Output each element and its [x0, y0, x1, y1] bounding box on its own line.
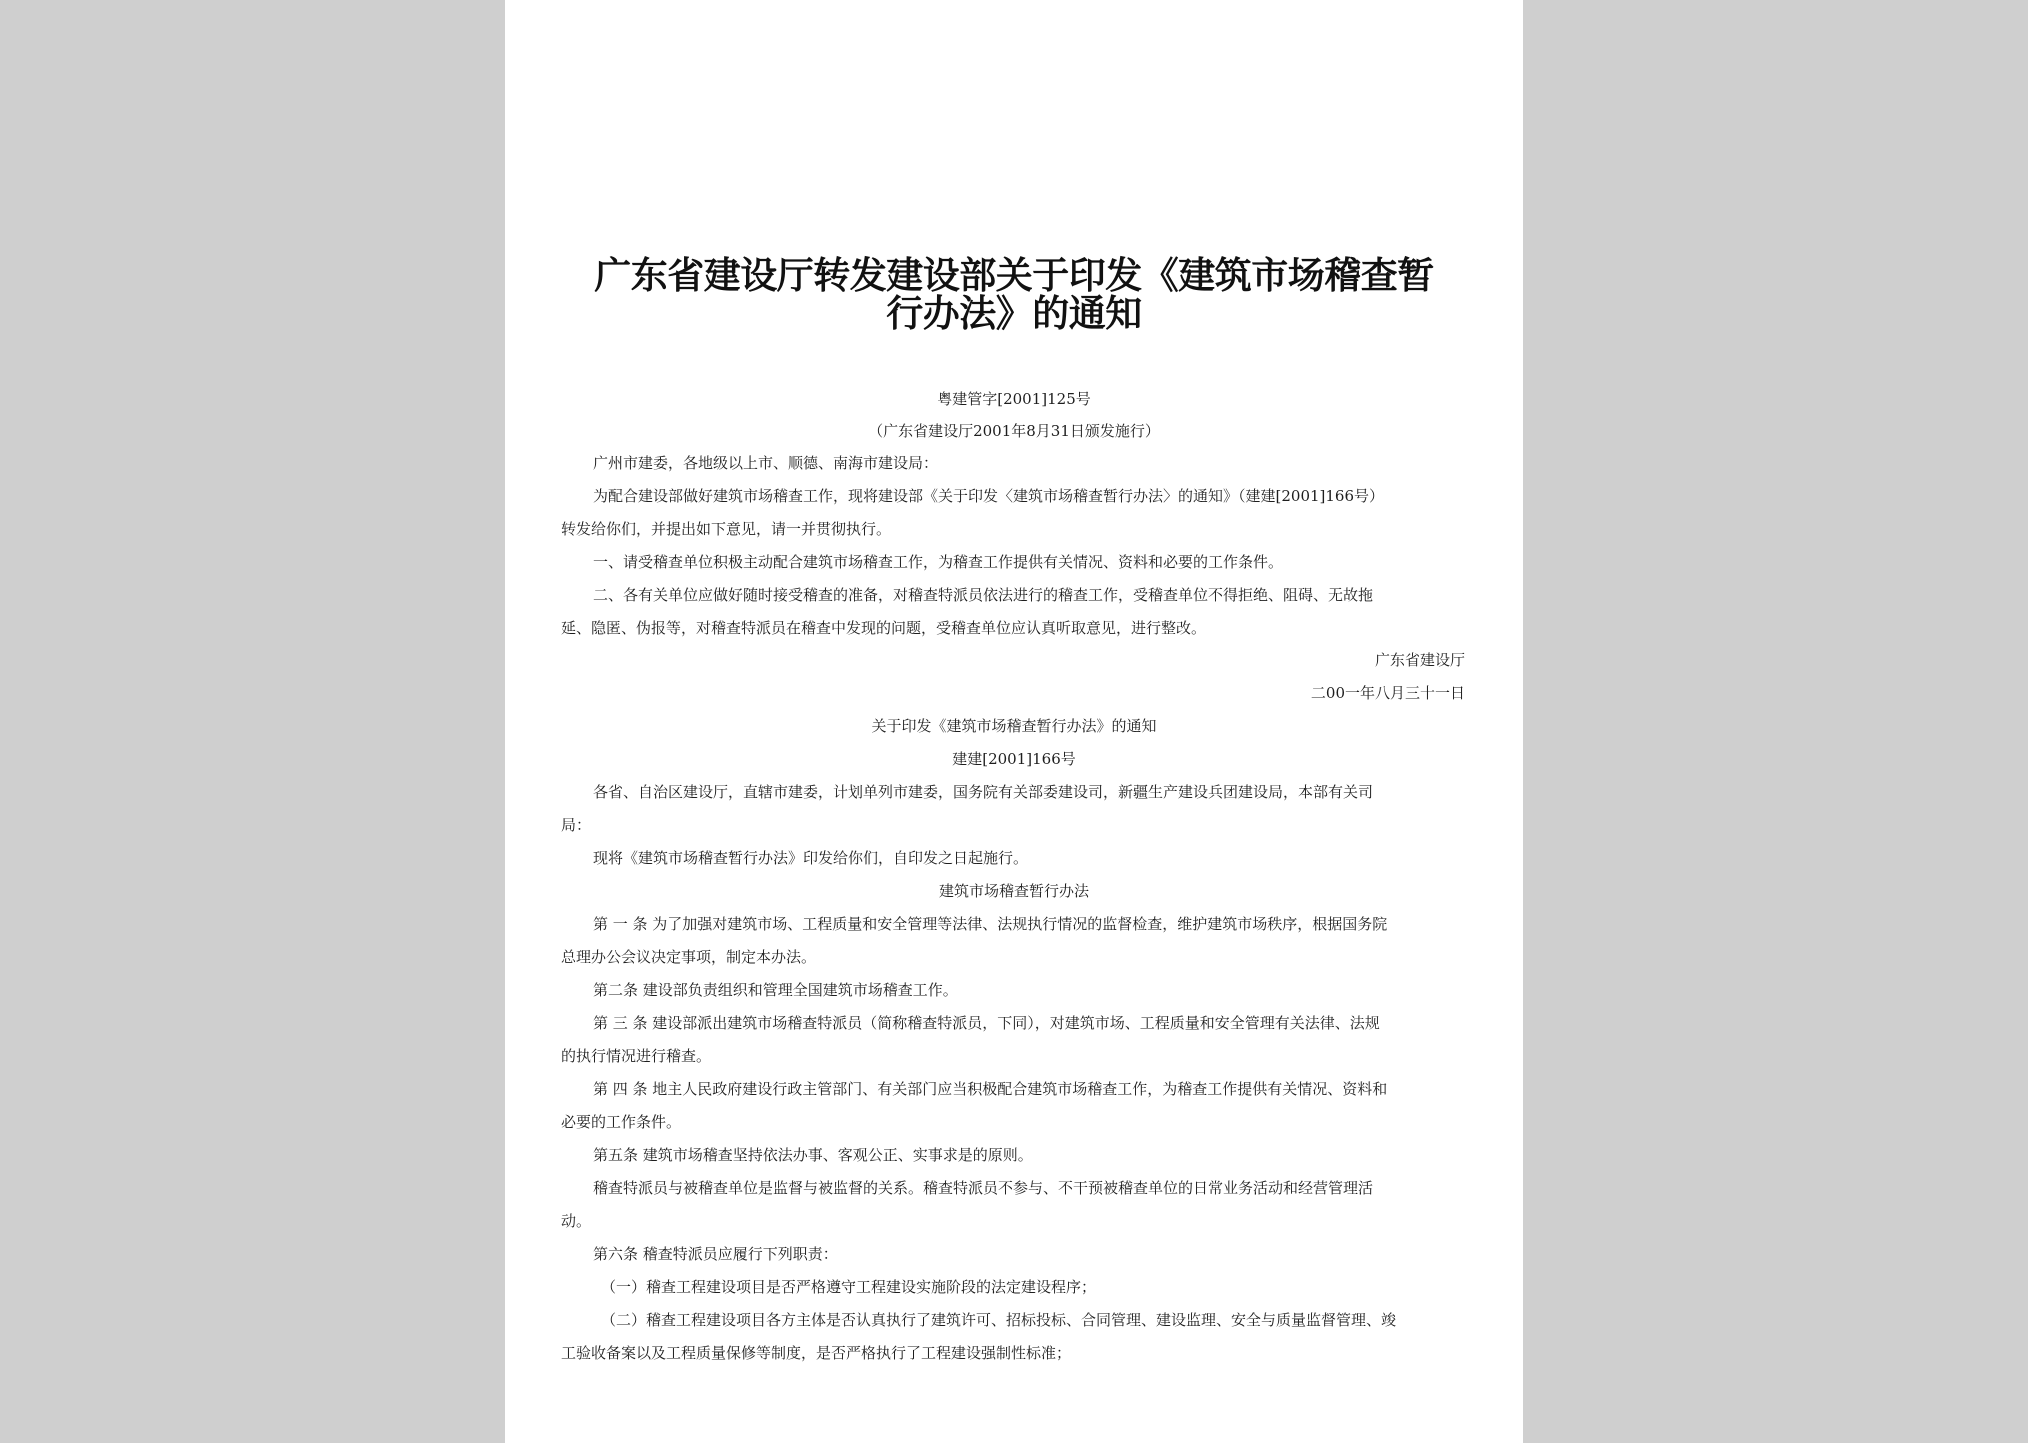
body-line: 转发给你们，并提出如下意见，请一并贯彻执行。 — [561, 520, 892, 538]
rule-line: 第 四 条 地主人民政府建设行政主管部门、有关部门应当积极配合建筑市场稽查工作，为稽查工作提供有关情况、资料和 — [593, 1080, 1388, 1098]
signature-org: 广东省建设厅 — [1374, 651, 1465, 669]
body-line: 一、请受稽查单位积极主动配合建筑市场稽查工作，为稽查工作提供有关情况、资料和必要的工作条件。 — [593, 553, 1284, 571]
doc-number: 粤建管字[2001]125号 — [937, 390, 1091, 408]
rule-line: 第五条 建筑市场稽查坚持依法办事、客观公正、实事求是的原则。 — [593, 1146, 1033, 1164]
rule-line: 第二条 建设部负责组织和管理全国建筑市场稽查工作。 — [593, 981, 958, 999]
rule-line: 第 一 条 为了加强对建筑市场、工程质量和安全管理等法律、法规执行情况的监督检查，维护建筑市场秩序，根据国务院 — [593, 915, 1388, 933]
rule-line: 第六条 稽查特派员应履行下列职责： — [593, 1245, 838, 1263]
document-title — [585, 253, 1443, 335]
addressee: 广州市建委，各地级以上市、顺德、南海市建设局： — [593, 454, 939, 472]
notice-number: 建建[2001]166号 — [952, 750, 1076, 768]
rules-title: 建筑市场稽查暂行办法 — [938, 882, 1089, 900]
body-line: 为配合建设部做好建筑市场稽查工作，现将建设部《关于印发〈建筑市场稽查暂行办法〉的通知》（建建[2001]166号） — [593, 487, 1385, 505]
notice-line: 现将《建筑市场稽查暂行办法》印发给你们，自印发之日起施行。 — [593, 849, 1029, 867]
body-line: 延、隐匿、伪报等，对稽查特派员在稽查中发现的问题，受稽查单位应认真听取意见，进行整改。 — [561, 619, 1207, 637]
notice-title: 关于印发《建筑市场稽查暂行办法》的通知 — [871, 717, 1157, 735]
title-line-2: 行办法》的通知 — [886, 291, 1142, 335]
issue-note: （广东省建设厅2001年8月31日颁发施行） — [868, 422, 1160, 440]
rule-line: 总理办公会议决定事项，制定本办法。 — [561, 948, 817, 966]
rule-line: 动。 — [561, 1212, 592, 1230]
signature-date: 二00一年八月三十一日 — [1310, 684, 1465, 702]
rule-line: 稽查特派员与被稽查单位是监督与被监督的关系。稽查特派员不参与、不干预被稽查单位的日常业务活动和经营管理活 — [593, 1179, 1374, 1197]
rule-line: 的执行情况进行稽查。 — [561, 1047, 712, 1065]
document-page — [505, 0, 1523, 1443]
rule-line: 工验收备案以及工程质量保修等制度，是否严格执行了工程建设强制性标准； — [561, 1344, 1072, 1362]
rule-line: 第 三 条 建设部派出建筑市场稽查特派员（简称稽查特派员，下同），对建筑市场、工程质量和安全管理有关法律、法规 — [593, 1014, 1380, 1032]
notice-line: 各省、自治区建设厅，直辖市建委，计划单列市建委，国务院有关部委建设司，新疆生产建设兵团建设局，本部有关司 — [593, 783, 1374, 801]
title-line-1: 广东省建设厅转发建设部关于印发《建筑市场稽查暂 — [594, 253, 1434, 297]
rule-line: （二）稽查工程建设项目各方主体是否认真执行了建筑许可、招标投标、合同管理、建设监理、安全与质量监督管理、竣 — [601, 1311, 1397, 1329]
notice-line: 局： — [561, 816, 592, 834]
rule-line: 必要的工作条件。 — [561, 1113, 682, 1131]
rule-line: （一）稽查工程建设项目是否严格遵守工程建设实施阶段的法定建设程序； — [601, 1278, 1097, 1296]
body-line: 二、各有关单位应做好随时接受稽查的准备，对稽查特派员依法进行的稽查工作，受稽查单位不得拒绝、阻碍、无故拖 — [593, 586, 1374, 604]
